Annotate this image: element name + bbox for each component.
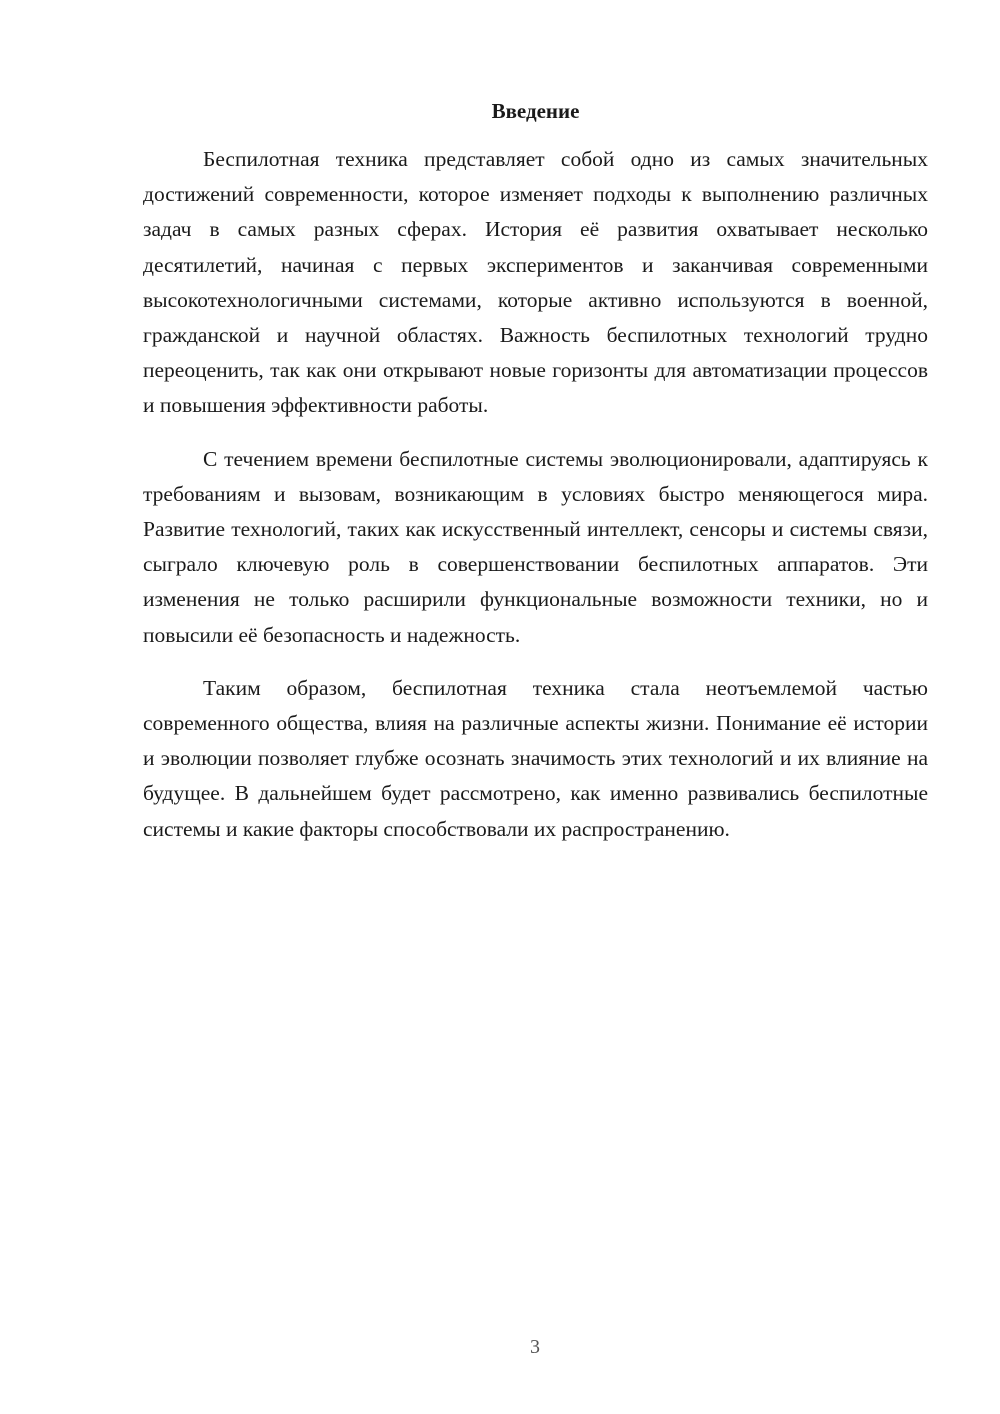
- paragraph-1: Беспилотная техника представляет собой одно из самых значительных достижений современности, которое изменяет подходы к выполнению различных задач в самых разных сферах. История её развития охватывает несколько десятилетий, начиная с первых экспериментов и заканчивая современными высокотехнологичными системами, которые активно используются в военной, гражданской и научной областях. Важность беспилотных технологий трудно переоценить, так как они открывают новые горизонты для автоматизации процессов и повышения эффективности работы.: [143, 147, 928, 418]
- paragraph-3: Таким образом, беспилотная техника стала неотъемлемой частью современного общества, влияя на различные аспекты жизни. Понимание её истории и эволюции позволяет глубже осознать значимость этих технологий и их влияние на будущее. В дальнейшем будет рассмотрено, как именно развивались беспилотные системы и какие факторы способствовали их распространению.: [143, 675, 928, 841]
- body-text: [143, 142, 928, 865]
- page-title: Введение: [491, 99, 580, 123]
- paragraph-2: С течением времени беспилотные системы эволюционировали, адаптируясь к требованиям и вызовам, возникающим в условиях быстро меняющегося мира. Развитие технологий, таких как искусственный интеллект, сенсоры и системы связи, сыграло ключевую роль в совершенствовании беспилотных аппаратов. Эти изменения не только расширили функциональные возможности техники, но и повысили её безопасность и надежность.: [143, 446, 928, 647]
- page-number: 3: [530, 1336, 540, 1358]
